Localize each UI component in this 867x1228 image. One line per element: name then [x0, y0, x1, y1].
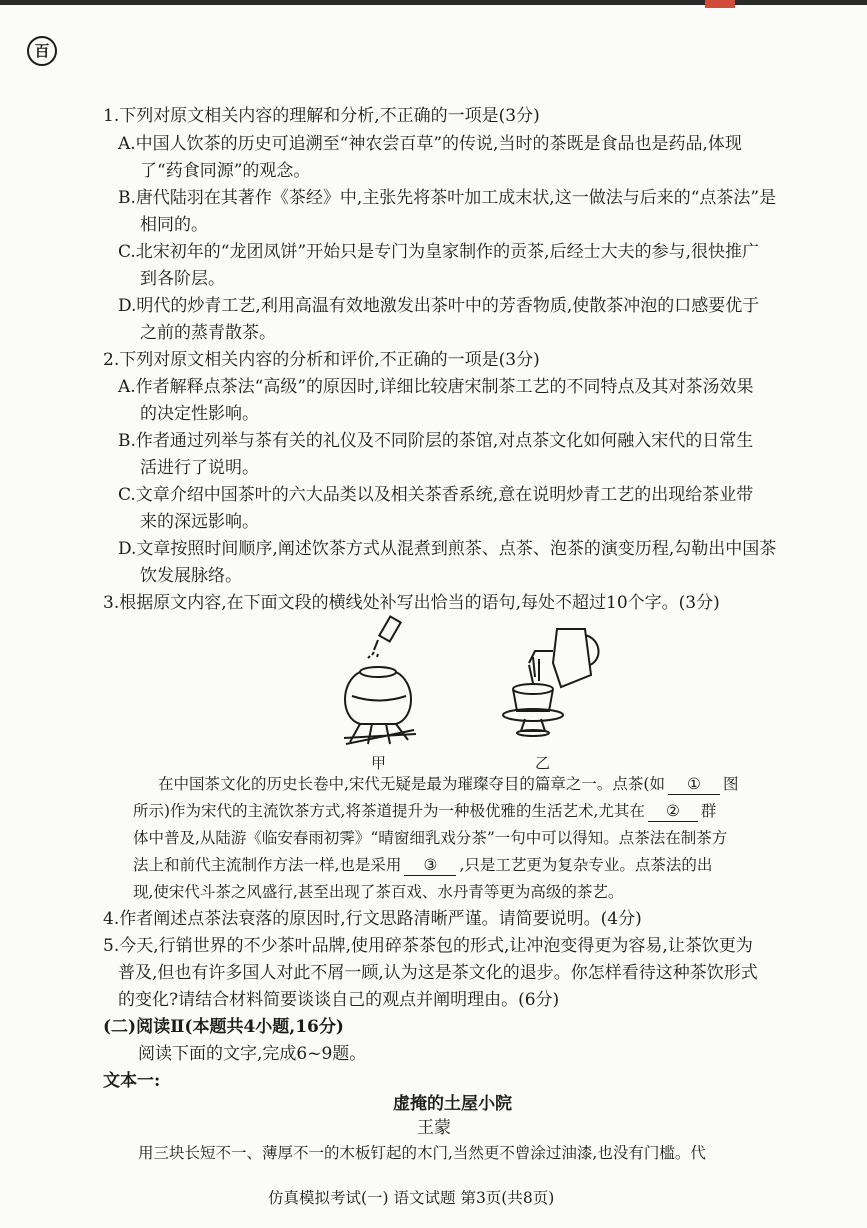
top-edge-line: [0, 0, 867, 5]
q3-passage-line1: [158, 772, 739, 796]
q2-option-b-line2: 活进行了说明。: [140, 458, 259, 478]
q4-stem: 4.作者阐述点茶法衰落的原因时,行文思路清晰严谨。请简要说明。(4分): [103, 909, 642, 929]
page-footer: 仿真模拟考试(一) 语文试题 第3页(共8页): [268, 1189, 555, 1207]
q3-passage-text: 群: [700, 802, 717, 820]
q5-line3: 的变化?请结合材料简要谈谈自己的观点并阐明理由。(6分): [118, 990, 560, 1010]
q2-option-d-line2: 饮发展脉络。: [140, 566, 242, 586]
q1-option-d-line2: 之前的蒸青散茶。: [140, 323, 276, 343]
section-instruction: 阅读下面的文字,完成6~9题。: [138, 1044, 367, 1064]
q3-stem: 3.根据原文内容,在下面文段的横线处补写出恰当的语句,每处不超过10个字。(3分): [103, 593, 720, 613]
figure-jia-pot-illustration: [330, 610, 430, 750]
q2-option-a-line1: A.作者解释点茶法“高级”的原因时,详细比较唐宋制茶工艺的不同特点及其对茶汤效果: [118, 377, 754, 397]
q1-option-c-line2: 到各阶层。: [140, 269, 225, 289]
q3-passage-line3: 体中普及,从陆游《临安春雨初霁》“晴窗细乳戏分茶”一句中可以得知。点茶法在制茶方: [133, 829, 728, 847]
q3-passage-line4: [133, 853, 712, 877]
q2-option-d-line1: D.文章按照时间顺序,阐述饮茶方式从混煮到煎茶、点茶、泡茶的演变历程,勾勒出中国茶: [118, 539, 777, 559]
q3-passage-line2: [133, 799, 716, 823]
q1-option-c-line1: C.北宋初年的“龙团凤饼”开始只是专门为皇家制作的贡茶,后经士大夫的参与,很快推广: [118, 242, 759, 262]
blank-2[interactable]: ②: [648, 801, 698, 822]
q2-option-b-line1: B.作者通过列举与茶有关的礼仪及不同阶层的茶馆,对点茶文化如何融入宋代的日常生: [118, 431, 754, 451]
figure-jia-label: 甲: [371, 754, 387, 772]
top-red-mark: [705, 0, 735, 8]
figure-yi-teapot-illustration: [495, 615, 610, 745]
q5-line2: 普及,但也有许多国人对此不屑一顾,认为这是茶文化的退步。你怎样看待这种茶饮形式: [118, 963, 758, 983]
q3-passage-text: 所示)作为宋代的主流饮茶方式,将茶道提升为一种极优雅的生活艺术,尤其在: [133, 802, 645, 820]
q1-option-a-line1: A.中国人饮茶的历史可追溯至“神农尝百草”的传说,当时的茶既是食品也是药品,体现: [118, 134, 742, 154]
q1-option-b-line2: 相同的。: [140, 215, 208, 235]
q2-stem: 2.下列对原文相关内容的分析和评价,不正确的一项是(3分): [103, 350, 540, 370]
q3-passage-text: ,只是工艺更为复杂专业。点茶法的出: [459, 856, 713, 874]
text-one-label: 文本一:: [103, 1071, 161, 1091]
q5-line1: 5.今天,行销世界的不少茶叶品牌,使用碎茶茶包的形式,让冲泡变得更为容易,让茶饮更为: [103, 936, 753, 956]
q2-option-c-line2: 来的深远影响。: [140, 512, 259, 532]
q2-option-c-line1: C.文章介绍中国茶叶的六大品类以及相关茶香系统,意在说明炒青工艺的出现给茶业带: [118, 485, 754, 505]
figure-yi-label: 乙: [535, 754, 551, 772]
q3-passage-line5: 现,使宋代斗茶之风盛行,甚至出现了茶百戏、水丹青等更为高级的茶艺。: [133, 883, 624, 901]
corner-mark: 百: [27, 36, 57, 66]
q2-option-a-line2: 的决定性影响。: [140, 404, 259, 424]
q1-option-a-line2: 了“药食同源”的观念。: [140, 161, 311, 181]
q3-passage-text: 法上和前代主流制作方法一样,也是采用: [133, 856, 402, 874]
blank-1[interactable]: ①: [668, 774, 720, 795]
article-author: 王蒙: [417, 1118, 451, 1138]
article-paragraph-1: 用三块长短不一、薄厚不一的木板钉起的木门,当然更不曾涂过油漆,也没有门槛。代: [138, 1144, 706, 1162]
blank-3[interactable]: ③: [404, 855, 456, 876]
article-title: 虚掩的土屋小院: [393, 1094, 512, 1114]
q3-passage-text: 在中国茶文化的历史长卷中,宋代无疑是最为璀璨夺目的篇章之一。点茶(如: [158, 775, 665, 793]
q3-passage-text: 图: [722, 775, 739, 793]
q1-stem: 1.下列对原文相关内容的理解和分析,不正确的一项是(3分): [103, 106, 540, 126]
section-heading: (二)阅读Ⅱ(本题共4小题,16分): [103, 1017, 344, 1037]
q1-option-d-line1: D.明代的炒青工艺,利用高温有效地激发出茶叶中的芳香物质,使散茶冲泡的口感要优于: [118, 296, 760, 316]
q1-option-b-line1: B.唐代陆羽在其著作《茶经》中,主张先将茶叶加工成末状,这一做法与后来的“点茶法”是: [118, 188, 777, 208]
